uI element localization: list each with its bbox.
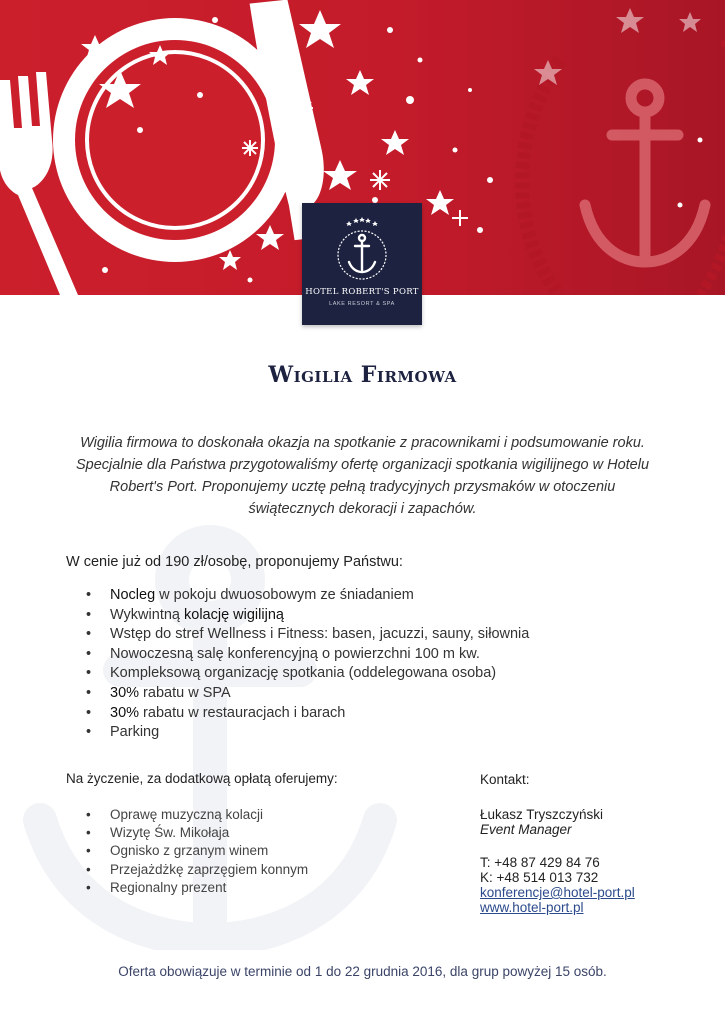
hotel-name: HOTEL ROBERT'S PORT (305, 287, 419, 297)
offer-list (84, 586, 529, 743)
price-line: W cenie już od 190 zł/osobę, proponujemy Państwu: (66, 554, 403, 570)
list-item: • Parking (84, 723, 529, 743)
list-item: • Wstęp do stref Wellness i Fitness: basen, jacuzzi, sauny, siłownia (84, 625, 529, 645)
list-item: • Nocleg w pokoju dwuosobowym ze śniadaniem (84, 586, 529, 606)
contact-email-link[interactable]: konferencje@hotel-port.pl (480, 885, 635, 900)
star-icon (679, 12, 701, 32)
star-icon (346, 70, 374, 95)
list-item: • Przejażdżkę zaprzęgiem konnym (84, 861, 308, 879)
anchor-logo-icon (332, 217, 392, 281)
page-title: Wigilia Firmowa (268, 362, 457, 388)
contact-phone: T: +48 87 429 84 76 (480, 855, 600, 870)
list-item: • 30% rabatu w restauracjach i barach (84, 704, 529, 724)
anchor-icon (585, 84, 705, 262)
offer-validity-note: Oferta obowiązuje w terminie od 1 do 22 grudnia 2016, dla grup powyżej 15 osób. (118, 964, 607, 979)
list-item: • Wizytę Św. Mikołaja (84, 824, 308, 842)
star-icon (616, 8, 644, 33)
list-item: • Nowoczesną salę konferencyjną o powierzchni 100 m kw. (84, 645, 529, 665)
contact-person: Łukasz Tryszczyński (480, 807, 604, 822)
list-item: • Oprawę muzyczną kolacji (84, 806, 308, 824)
star-icon (256, 225, 284, 250)
list-item: • Wykwintną kolację wigilijną (84, 606, 529, 626)
contact-mobile: K: +48 514 013 732 (480, 870, 599, 885)
contact-block (480, 772, 635, 915)
hotel-tagline: LAKE RESORT & SPA (329, 301, 395, 307)
intro-paragraph: Wigilia firmowa to doskonała okazja na spotkanie z pracownikami i podsumowanie roku. Specjalnie dla Państwa przygotowaliśmy ofertę organizacji spotkania wigilijnego w Hotelu Robert's Port. Proponujemy ucztę pełną tradycyjnych przysmaków w otoczeniu świątecznych dekoracji i zapachów. (75, 435, 650, 517)
star-icon (299, 10, 341, 48)
contact-heading: Kontakt: (480, 772, 530, 787)
star-icon (219, 250, 241, 270)
extras-heading: Na życzenie, za dodatkową opłatą oferujemy: (66, 771, 338, 786)
website-link[interactable]: www.hotel-port.pl (480, 900, 584, 915)
list-item: • Regionalny prezent (84, 879, 308, 897)
list-item: • Ognisko z grzanym winem (84, 842, 308, 860)
list-item: • Kompleksową organizację spotkania (oddelegowana osoba) (84, 664, 529, 684)
star-icon (323, 160, 357, 190)
hotel-logo (302, 203, 422, 325)
rope-decoration (700, 40, 725, 295)
star-icon (426, 190, 454, 215)
star-icon (381, 130, 409, 155)
rope-decoration (522, 60, 560, 295)
contact-role: Event Manager (480, 822, 572, 837)
extras-list (84, 806, 308, 897)
list-item: • 30% rabatu w SPA (84, 684, 529, 704)
